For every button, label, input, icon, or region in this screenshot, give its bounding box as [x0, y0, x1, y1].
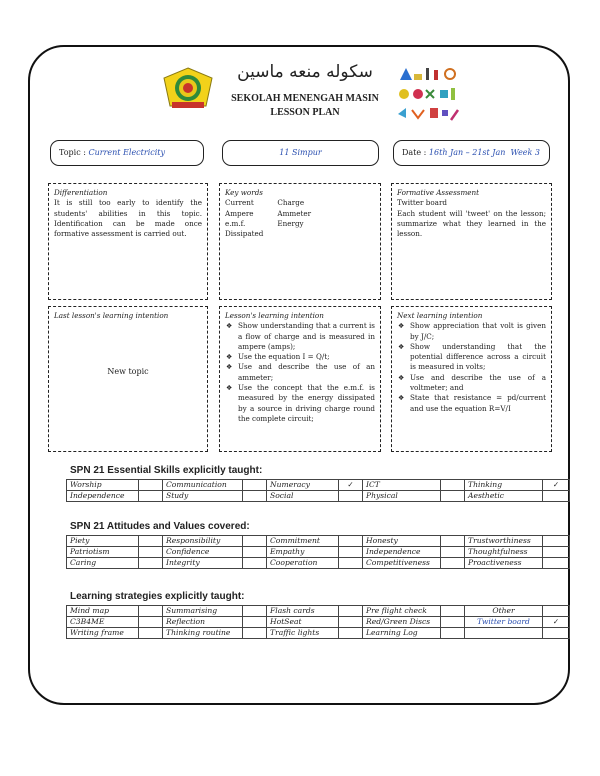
checkbox-cell[interactable] — [139, 536, 163, 547]
checkbox-cell[interactable]: ✓ — [543, 480, 570, 491]
keyword — [277, 229, 325, 239]
table-row — [67, 491, 570, 502]
table-cell-label: Piety — [67, 536, 139, 547]
keyword: Current — [225, 198, 254, 208]
table-cell-label: HotSeat — [267, 617, 339, 628]
table-cell-label: Summarising — [163, 606, 243, 617]
last-lesson-panel — [48, 306, 208, 452]
table-row — [67, 628, 570, 639]
table-cell-label: Confidence — [163, 547, 243, 558]
checkbox-cell[interactable] — [243, 536, 267, 547]
last-lesson-body: New topic — [107, 367, 149, 377]
list-item: ❖ Use and describe the use of an ammeter; — [238, 362, 375, 383]
formative-line: Twitter board — [397, 198, 447, 208]
checkbox-cell[interactable] — [441, 536, 465, 547]
checkbox-cell[interactable] — [441, 628, 465, 639]
topic-label: Topic : — [59, 148, 89, 157]
checkbox-cell[interactable] — [243, 606, 267, 617]
checkbox-cell[interactable] — [441, 606, 465, 617]
table-row — [67, 617, 570, 628]
table-cell-label: Cooperation — [267, 558, 339, 569]
differentiation-panel — [48, 183, 208, 300]
table-row — [67, 606, 570, 617]
checkbox-cell[interactable] — [543, 628, 570, 639]
checkbox-cell[interactable]: ✓ — [543, 617, 570, 628]
table-cell-label — [465, 628, 543, 639]
table-row — [67, 547, 570, 558]
week-value: Week 3 — [510, 148, 541, 157]
class-name: 11 Simpur — [279, 148, 322, 157]
table-cell-label: Social — [267, 491, 339, 502]
table-cell-label: Physical — [363, 491, 441, 502]
attitudes-table — [66, 535, 570, 569]
checkbox-cell[interactable] — [441, 547, 465, 558]
checkbox-cell[interactable] — [441, 617, 465, 628]
keyword: Energy — [277, 218, 304, 228]
lesson-intention-title: Lesson's learning intention — [225, 311, 324, 320]
table-cell-label: Trustworthiness — [465, 536, 543, 547]
table-cell-label: Independence — [67, 491, 139, 502]
table-cell-label: ICT — [363, 480, 441, 491]
checkbox-cell[interactable] — [543, 547, 570, 558]
skills-table — [66, 479, 570, 502]
keyword: Charge — [277, 198, 305, 208]
table-cell-label: Responsibility — [163, 536, 243, 547]
last-lesson-title: Last lesson's learning intention — [54, 311, 169, 320]
list-item: ❖ Use the equation I = Q/t; — [238, 352, 375, 362]
checkbox-cell[interactable] — [441, 558, 465, 569]
table-cell-label: Other — [465, 606, 543, 617]
checkbox-cell[interactable] — [339, 606, 363, 617]
differentiation-title: Differentiation — [54, 188, 108, 197]
keyword: e.m.f. — [225, 218, 246, 228]
keyword: Dissipated — [225, 229, 264, 239]
table-cell-label: Traffic lights — [267, 628, 339, 639]
table-cell-label: Proactiveness — [465, 558, 543, 569]
table-row — [67, 480, 570, 491]
differentiation-body: It is still too early to identify the students' abilities in this topic. Identification can be made once formative assessment is carried out. — [54, 198, 202, 239]
table-cell-label: Honesty — [363, 536, 441, 547]
checkbox-cell[interactable] — [243, 628, 267, 639]
document-title: LESSON PLAN — [270, 107, 340, 118]
checkbox-cell[interactable] — [139, 617, 163, 628]
table-cell-label: Study — [163, 491, 243, 502]
checkbox-cell[interactable] — [139, 606, 163, 617]
date-value: 16th Jan – 21st Jan — [428, 148, 506, 157]
table-cell-label: C3B4ME — [67, 617, 139, 628]
table-cell-label: Thinking — [465, 480, 543, 491]
table-cell-label: Worship — [67, 480, 139, 491]
checkbox-cell[interactable] — [243, 480, 267, 491]
table-cell-label: Twitter board — [465, 617, 543, 628]
table-cell-label: Independence — [363, 547, 441, 558]
lesson-intention-panel — [219, 306, 381, 452]
table-cell-label: Reflection — [163, 617, 243, 628]
checkbox-cell[interactable] — [243, 491, 267, 502]
list-item: ❖ Show understanding that a current is a flow of charge and is measured in ampere (amps); — [238, 321, 375, 352]
science-equipment-icon — [396, 64, 460, 126]
list-item: ❖ Use and describe the use of a voltmeter; and — [410, 373, 546, 394]
keyword: Ammeter — [277, 208, 312, 218]
lesson-intention-list — [225, 321, 375, 424]
table-cell-label: Thoughtfulness — [465, 547, 543, 558]
table-row — [67, 558, 570, 569]
school-name: SEKOLAH MENENGAH MASIN — [231, 93, 379, 104]
next-intention-list — [397, 321, 546, 414]
list-item: ❖ Use the concept that the e.m.f. is measured by the energy dissipated by a source in driving charge round the complete circuit; — [238, 383, 375, 424]
table-cell-label: Patriotism — [67, 547, 139, 558]
checkbox-cell[interactable] — [339, 628, 363, 639]
checkbox-cell[interactable] — [441, 491, 465, 502]
keywords-panel — [219, 183, 381, 300]
checkbox-cell[interactable] — [139, 491, 163, 502]
checkbox-cell[interactable] — [339, 617, 363, 628]
checkbox-cell[interactable] — [441, 480, 465, 491]
formative-title: Formative Assessment — [397, 188, 480, 197]
checkbox-cell[interactable] — [339, 536, 363, 547]
class-box — [222, 140, 379, 166]
checkbox-cell[interactable] — [339, 558, 363, 569]
checkbox-cell[interactable] — [543, 558, 570, 569]
checkbox-cell[interactable] — [139, 547, 163, 558]
table-cell-label: Commitment — [267, 536, 339, 547]
table-cell-label: Red/Green Discs — [363, 617, 441, 628]
checkbox-cell[interactable] — [543, 606, 570, 617]
topic-box — [50, 140, 204, 166]
checkbox-cell[interactable] — [543, 536, 570, 547]
checkbox-cell[interactable] — [339, 547, 363, 558]
checkbox-cell[interactable] — [243, 558, 267, 569]
checkbox-cell[interactable] — [543, 491, 570, 502]
strategies-table — [66, 605, 570, 639]
table-cell-label: Flash cards — [267, 606, 339, 617]
keywords-title: Key words — [225, 188, 263, 197]
keyword: Ampere — [225, 208, 254, 218]
checkbox-cell[interactable] — [243, 547, 267, 558]
table-cell-label: Integrity — [163, 558, 243, 569]
table-cell-label: Writing frame — [67, 628, 139, 639]
strategies-title: Learning strategies explicitly taught: — [70, 591, 245, 602]
table-cell-label: Numeracy — [267, 480, 339, 491]
topic-value: Current Electricity — [88, 148, 166, 157]
checkbox-cell[interactable] — [243, 617, 267, 628]
attitudes-title: SPN 21 Attitudes and Values covered: — [70, 521, 250, 532]
checkbox-cell[interactable] — [139, 480, 163, 491]
school-crest-icon — [162, 66, 214, 110]
list-item: ❖ State that resistance = pd/current and use the equation R=V/I — [410, 393, 546, 414]
list-item: ❖ Show appreciation that volt is given by J/C; — [410, 321, 546, 342]
table-cell-label: Communication — [163, 480, 243, 491]
formative-panel — [391, 183, 552, 300]
checkbox-cell[interactable]: ✓ — [339, 480, 363, 491]
table-cell-label: Mind map — [67, 606, 139, 617]
skills-title: SPN 21 Essential Skills explicitly taught: — [70, 465, 263, 476]
table-cell-label: Caring — [67, 558, 139, 569]
table-cell-label: Competitiveness — [363, 558, 441, 569]
keywords-list — [225, 198, 325, 239]
school-name-jawi: سكوله منعه ماسين — [237, 62, 373, 82]
date-label: Date : — [402, 148, 429, 157]
table-cell-label: Aesthetic — [465, 491, 543, 502]
date-box — [393, 140, 550, 166]
list-item: ❖ Show understanding that the potential difference across a circuit is measured in volts; — [410, 342, 546, 373]
formative-body: Each student will 'tweet' on the lesson; summarize what they learned in the lesson. — [397, 208, 546, 239]
checkbox-cell[interactable] — [139, 558, 163, 569]
table-cell-label: Learning Log — [363, 628, 441, 639]
next-intention-title: Next learning intention — [397, 311, 483, 320]
table-cell-label: Thinking routine — [163, 628, 243, 639]
table-cell-label: Empathy — [267, 547, 339, 558]
table-cell-label: Pre flight check — [363, 606, 441, 617]
next-intention-panel — [391, 306, 552, 452]
table-row — [67, 536, 570, 547]
checkbox-cell[interactable] — [139, 628, 163, 639]
checkbox-cell[interactable] — [339, 491, 363, 502]
